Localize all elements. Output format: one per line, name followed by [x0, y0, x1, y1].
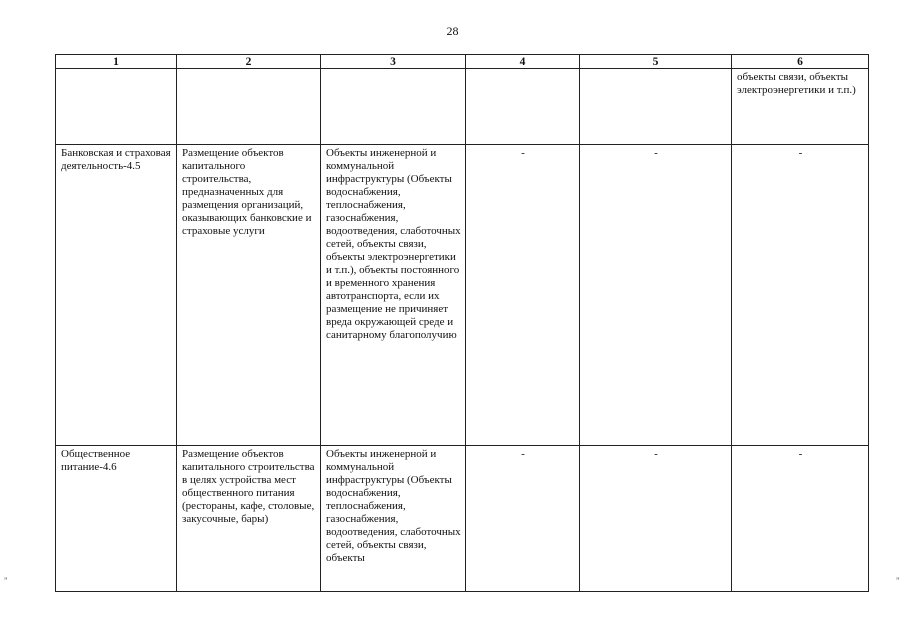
table-cell: Банковская и страховая деятельность-4.5 — [56, 145, 177, 446]
table-cell — [56, 69, 177, 145]
column-header-6: 6 — [732, 55, 869, 69]
table-cell — [580, 69, 732, 145]
table-cell — [466, 69, 580, 145]
regulations-table — [55, 54, 869, 592]
column-header-5: 5 — [580, 55, 732, 69]
table-cell: Общественное питание-4.6 — [56, 446, 177, 592]
table-cell: - — [466, 145, 580, 446]
table-cell: - — [732, 446, 869, 592]
table-cell: - — [580, 446, 732, 592]
right-edge-mark: " — [896, 576, 900, 586]
header-row — [56, 55, 869, 69]
column-header-1: 1 — [56, 55, 177, 69]
table-cell: - — [732, 145, 869, 446]
table-cell: Объекты инженерной и коммунальной инфраструктуры (Объекты водоснабжения, теплоснабжения, газоснабжения, водоотведения, слаботочных сетей, объекты связи, объекты — [321, 446, 466, 592]
table-cell: Размещение объектов капитального строительства в целях устройства мест общественного питания (рестораны, кафе, столовые, закусочные, бары) — [177, 446, 321, 592]
table-cell: - — [466, 446, 580, 592]
table-cell: - — [580, 145, 732, 446]
column-header-3: 3 — [321, 55, 466, 69]
table-cell: Размещение объектов капитального строительства, предназначенных для размещения организаций, оказывающих банковские и страховые услуги — [177, 145, 321, 446]
table-cell — [321, 69, 466, 145]
left-edge-mark: " — [4, 576, 8, 586]
table-cell — [177, 69, 321, 145]
table-row — [56, 145, 869, 446]
table-row — [56, 446, 869, 592]
table-row — [56, 69, 869, 145]
table-cell: объекты связи, объекты электроэнергетики и т.п.) — [732, 69, 869, 145]
column-header-2: 2 — [177, 55, 321, 69]
column-header-4: 4 — [466, 55, 580, 69]
page-number: 28 — [446, 24, 459, 38]
table-cell: Объекты инженерной и коммунальной инфраструктуры (Объекты водоснабжения, теплоснабжения, газоснабжения, водоотведения, слаботочных сетей, объекты связи, объекты электроэнергетики и т.п.), объекты постоянного и временного хранения автотранспорта, если их размещение не причиняет вреда окружающей среде и санитарному благополучию — [321, 145, 466, 446]
